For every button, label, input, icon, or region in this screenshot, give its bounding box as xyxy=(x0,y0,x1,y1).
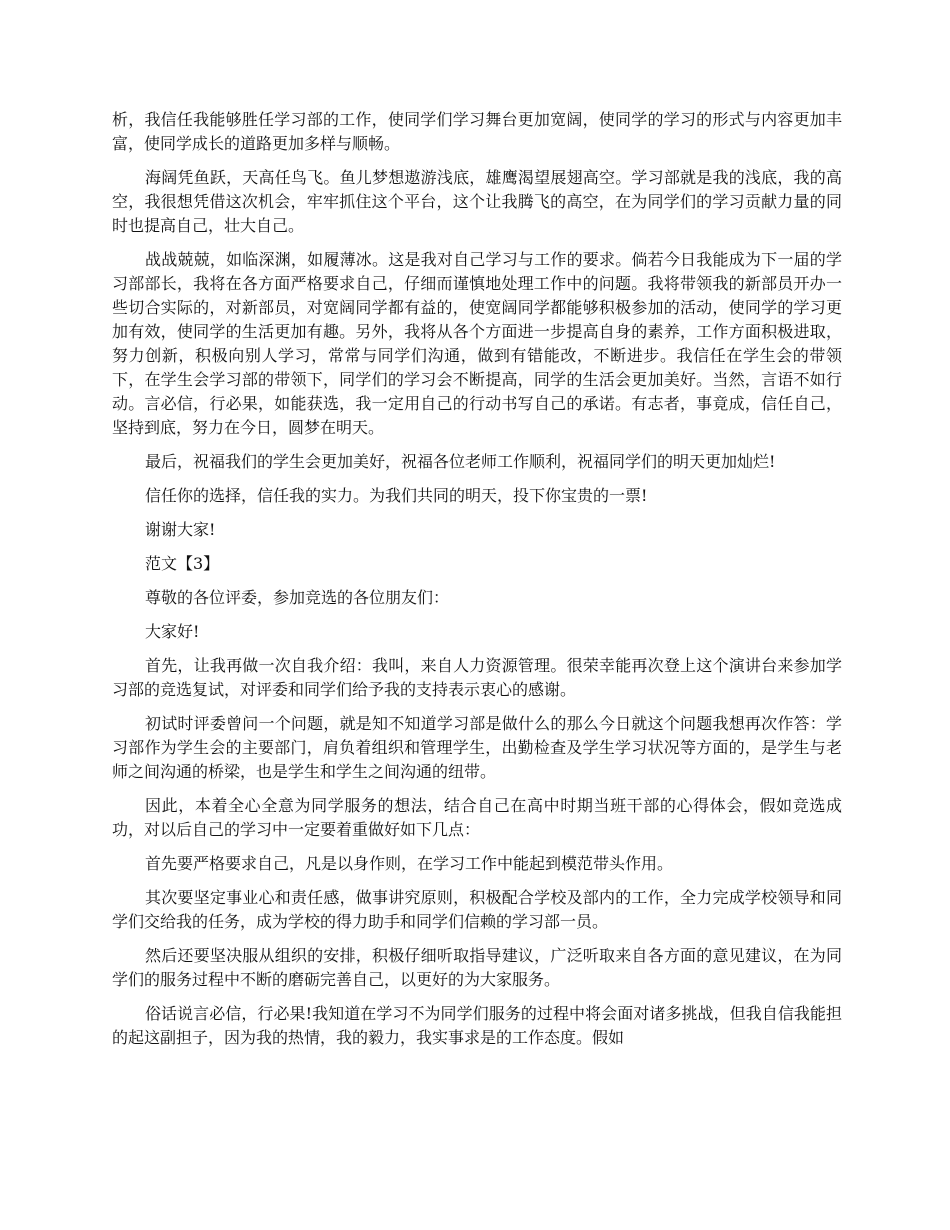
document-page xyxy=(112,108,842,1060)
salutation: 尊敬的各位评委，参加竞选的各位朋友们： xyxy=(145,588,450,607)
paragraph-1: 析，我信任我能够胜任学习部的工作，使同学们学习舞台更加宽阔，使同学的学习的形式与内容更加丰富，使同学成长的道路更加多样与顺畅。 xyxy=(112,110,842,153)
paragraph-6: 谢谢大家! xyxy=(145,520,216,539)
paragraph-13: 首先要严格要求自己，凡是以身作则，在学习工作中能起到模范带头作用。 xyxy=(145,854,674,873)
paragraph-12: 因此，本着全心全意为同学服务的想法，结合自己在高中时期当班干部的心得体会，假如竞选成功，对以后自己的学习中一定要着重做好如下几点： xyxy=(112,796,842,839)
paragraph-4: 最后，祝福我们的学生会更加美好，祝福各位老师工作顺利，祝福同学们的明天更加灿烂! xyxy=(145,452,776,471)
greeting: 大家好! xyxy=(145,622,200,641)
paragraph-11: 初试时评委曾问一个问题，就是知不知道学习部是做什么的那么今日就这个问题我想再次作答：学习部作为学生会的主要部门，肩负着组织和管理学生，出勤检查及学生学习状况等方面的，是学生与老师之间沟通的桥梁，也是学生和学生之间沟通的纽带。 xyxy=(112,714,842,781)
paragraph-16: 俗话说言必信，行必果!我知道在学习不为同学们服务的过程中将会面对诸多挑战，但我自信我能担的起这副担子，因为我的热情，我的毅力，我实事求是的工作态度。假如 xyxy=(112,1004,842,1047)
section-heading: 范文【3】 xyxy=(145,554,220,573)
paragraph-10: 首先，让我再做一次自我介绍：我叫，来自人力资源管理。很荣幸能再次登上这个演讲台来参加学习部的竞选复试，对评委和同学们给予我的支持表示衷心的感谢。 xyxy=(112,656,842,699)
paragraph-5: 信任你的选择，信任我的实力。为我们共同的明天，投下你宝贵的一票! xyxy=(145,486,648,505)
paragraph-15: 然后还要坚决服从组织的安排，积极仔细听取指导建议，广泛听取来自各方面的意见建议，在为同学们的服务过程中不断的磨砺完善自己，以更好的为大家服务。 xyxy=(112,946,842,989)
paragraph-2: 海阔凭鱼跃，天高任鸟飞。鱼儿梦想遨游浅底，雄鹰渴望展翅高空。学习部就是我的浅底，我的高空，我很想凭借这次机会，牢牢抓住这个平台，这个让我腾飞的高空，在为同学们的学习贡献力量的同时也提高自己，壮大自己。 xyxy=(112,168,842,235)
paragraph-3: 战战兢兢，如临深渊，如履薄冰。这是我对自己学习与工作的要求。倘若今日我能成为下一届的学习部部长，我将在各方面严格要求自己，仔细而谨慎地处理工作中的问题。我将带领我的新部员开办一些切合实际的，对新部员，对宽阔同学都有益的，使宽阔同学都能够积极参加的活动，使同学的学习更加有效，使同学的生活更加有趣。另外，我将从各个方面进一步提高自身的素养，工作方面积极进取，努力创新，积极向别人学习，常常与同学们沟通，做到有错能改，不断进步。我信任在学生会的带领下，在学生会学习部的带领下，同学们的学习会不断提高，同学的生活会更加美好。当然，言语不如行动。言必信，行必果，如能获选，我一定用自己的行动书写自己的承诺。有志者，事竟成，信任自己，坚持到底，努力在今日，圆梦在明天。 xyxy=(112,250,842,437)
paragraph-14: 其次要坚定事业心和责任感，做事讲究原则，积极配合学校及部内的工作，全力完成学校领导和同学们交给我的任务，成为学校的得力助手和同学们信赖的学习部一员。 xyxy=(112,888,842,931)
